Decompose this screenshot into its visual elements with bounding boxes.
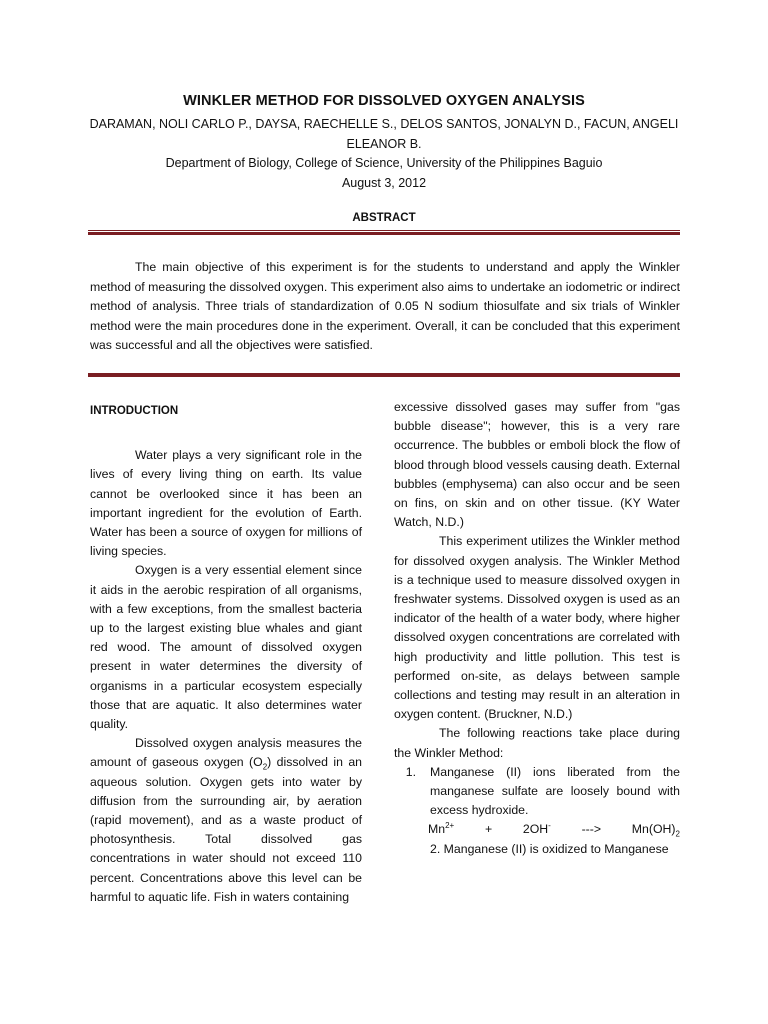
divider-bottom (88, 372, 680, 377)
oh-symbol: 2OH (522, 822, 549, 837)
product-symbol: Mn(OH) (631, 822, 676, 837)
mn-symbol: Mn (428, 822, 446, 837)
authors-line-2: ELEANOR B. (346, 137, 422, 151)
abstract-text: The main objective of this experiment is for the students to understand and apply the Winkler method of measuring the dissolved oxygen. This experiment also aims to undertake an iodometric or indirect method of analysis. Three trials of standardization of 0.05 N sodium thiosulfate and six trials of Winkler method were the main procedures done in the experiment. Overall, it can be concluded that this experiment was successful and all the objectives were satisfied. (90, 260, 680, 352)
abstract-heading: ABSTRACT (352, 212, 416, 224)
paper-title: WINKLER METHOD FOR DISSOLVED OXYGEN ANALYSIS (183, 93, 585, 109)
list-item-1 (394, 763, 680, 821)
p3-text-before: Dissolved oxygen analysis measures the amount of gaseous oxygen (O (90, 736, 362, 770)
list-item-2: 2. Manganese (II) is oxidized to Manganese (430, 841, 669, 856)
list-item-1-text: Manganese (II) ions liberated from the manganese sulfate are loosely bound with excess hydroxide. (430, 764, 680, 818)
divider-top (88, 230, 680, 235)
reaction-arrow: ---> (581, 822, 602, 837)
authors-line-1: DARAMAN, NOLI CARLO P., DAYSA, RAECHELLE S., DELOS SANTOS, JONALYN D., FACUN, ANGELI (89, 117, 679, 131)
oh-charge: - (548, 821, 551, 831)
intro-paragraph-1: Water plays a very significant role in the lives of every living thing on earth. Its value cannot be overlooked since it has been an important ingredient for the evolution of Earth. Water has been a source of oxygen for millions of living species. (90, 448, 362, 559)
plus-sign: + (484, 822, 493, 837)
date: August 3, 2012 (341, 176, 427, 190)
right-column (394, 398, 680, 859)
mn-charge: 2+ (445, 821, 455, 831)
intro-paragraph-3 (90, 734, 362, 907)
product-mnoh2 (632, 820, 680, 839)
reactant-oh (523, 820, 551, 839)
left-column (90, 398, 362, 907)
department: Department of Biology, College of Science, University of the Philippines Baguio (165, 156, 603, 170)
reactant-mn (428, 820, 454, 839)
reaction-equation (394, 820, 680, 839)
intro-paragraph-5: The following reactions take place during the Winkler Method: (394, 726, 680, 760)
p3-text-after: ) dissolved in an aqueous solution. Oxygen gets into water by diffusion from the surrounding air, by aeration (rapid movement), and as a waste product of photosynthesis. Total dissolved gas concentrations in water should not exceed 110 percent. Concentrations above this level can be harmful to aquatic life. Fish in waters containing (90, 755, 363, 904)
list-item-1-number: 1. (405, 764, 416, 779)
product-subscript: 2 (675, 829, 680, 839)
introduction-heading: INTRODUCTION (90, 405, 179, 417)
intro-paragraph-4: This experiment utilizes the Winkler method for dissolved oxygen analysis. The Winkler Method is a technique used to measure dissolved oxygen in freshwater systems. Dissolved oxygen is used as an indicator of the health of a water body, where higher dissolved oxygen concentrations are correlated with high productivity and little pollution. This test is performed on-site, as delays between sample collections and testing may result in an alteration in oxygen content. (Bruckner, N.D.) (394, 534, 680, 722)
intro-paragraph-3-continued: excessive dissolved gases may suffer from "gas bubble disease"; however, this is a very rare occurrence. The bubbles or emboli block the flow of blood through blood vessels causing death. External bubbles (emphysema) can also occur and be seen on fins, on skin and on other tissue. (KY Water Watch, N.D.) (394, 400, 680, 530)
intro-paragraph-2: Oxygen is a very essential element since it aids in the aerobic respiration of all organisms, with a few exceptions, from the smallest bacteria up to the largest existing blue whales and giant red wood. The amount of dissolved oxygen present in water determines the diversity of organisms in a particular ecosystem especially those that are aquatic. It also determines water quality. (90, 563, 362, 732)
o2-subscript: 2 (262, 762, 268, 772)
